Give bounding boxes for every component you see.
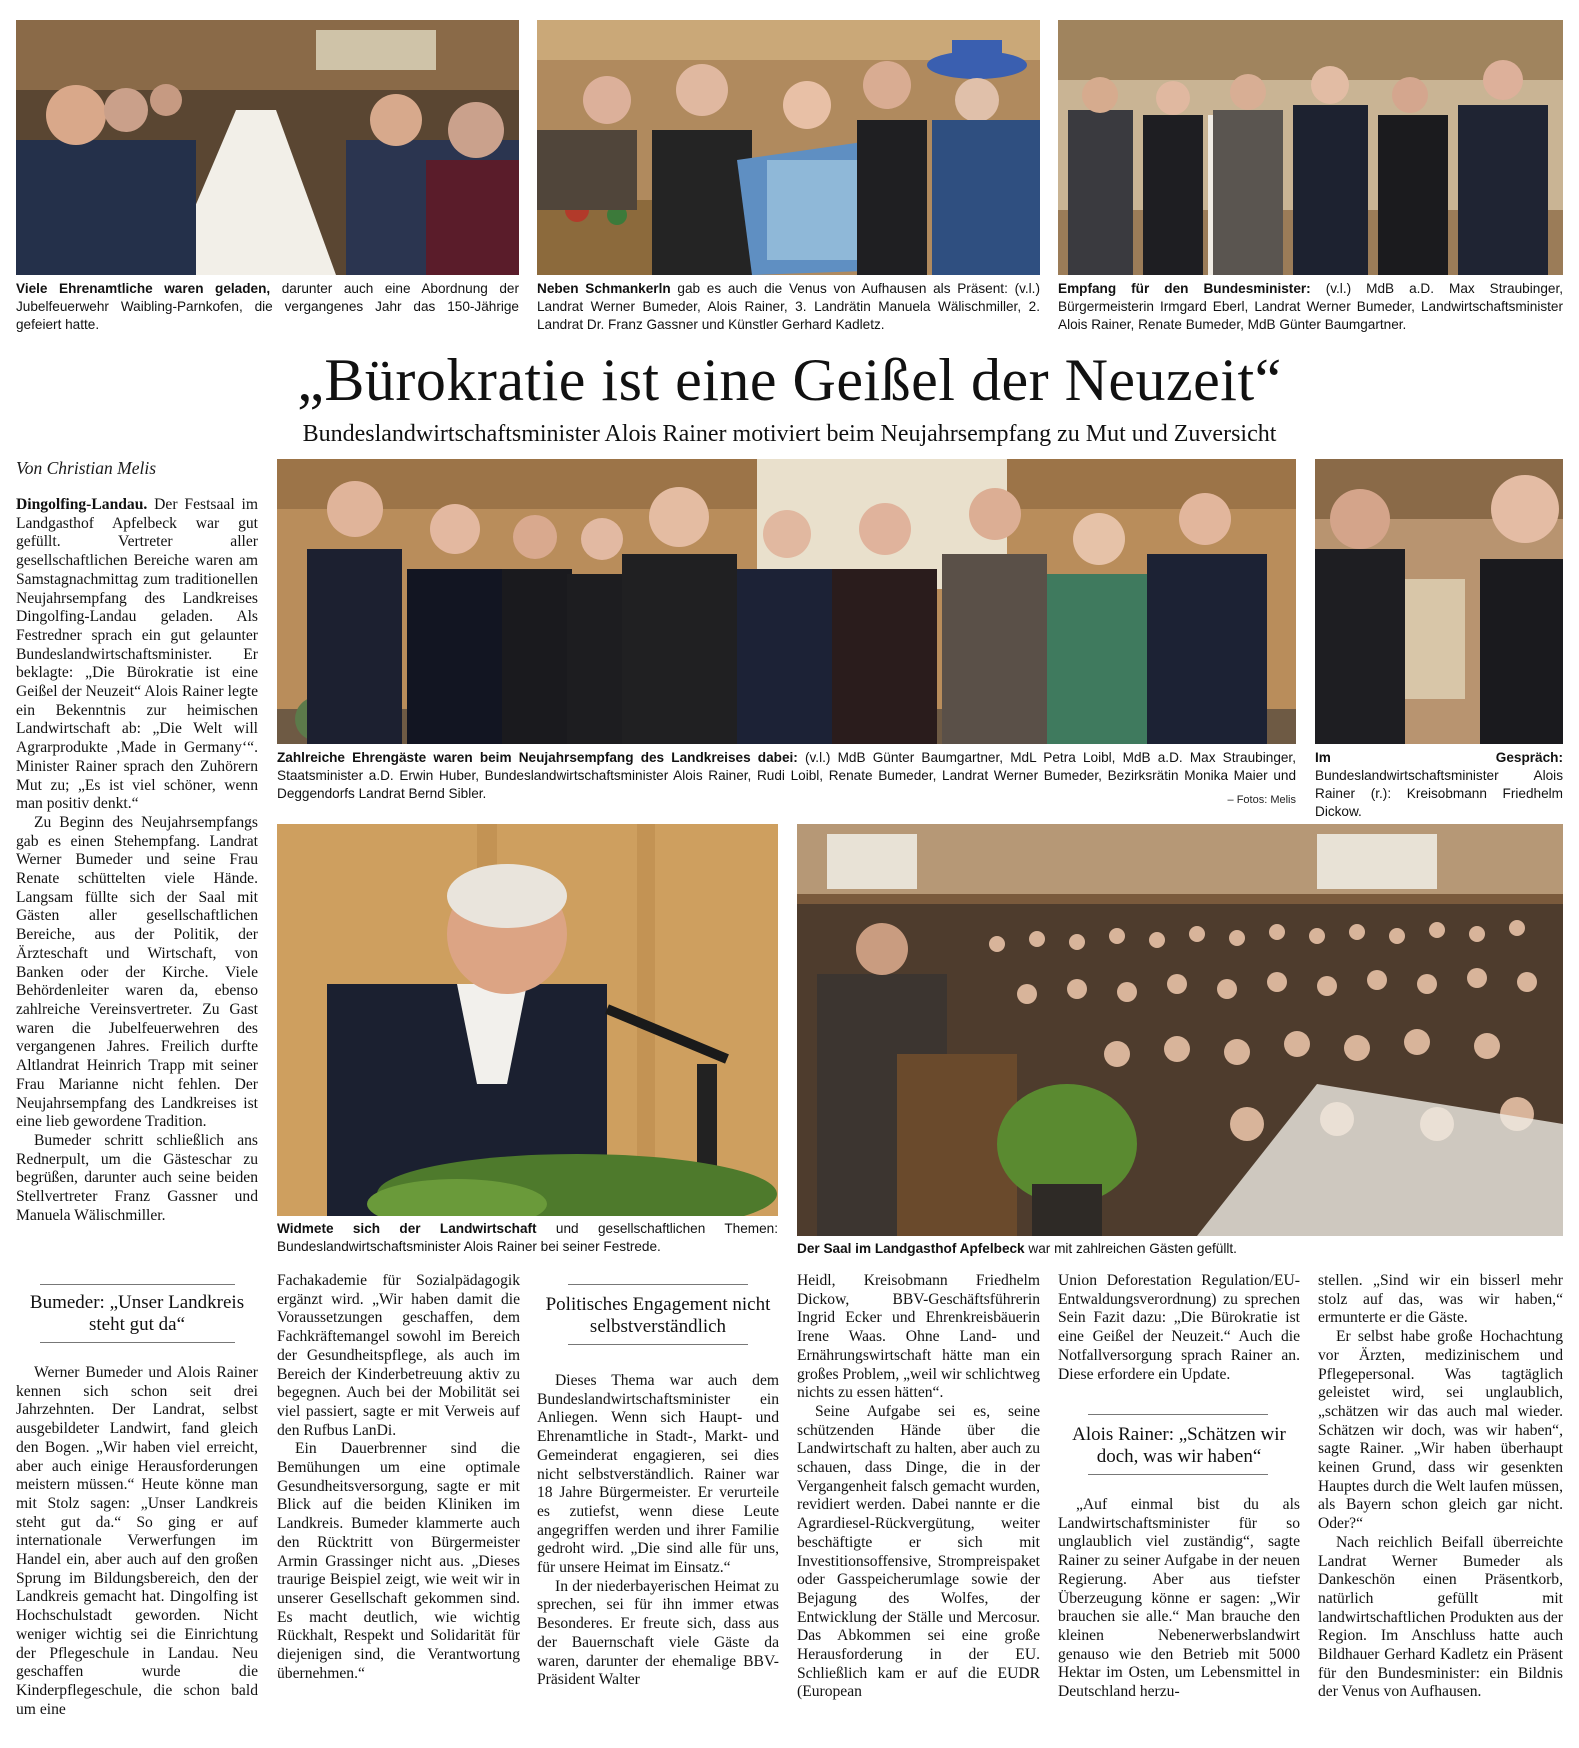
headline: „Bürokratie ist eine Geißel der Neuzeit“	[297, 347, 1282, 413]
caption-text: darunter auch eine Abordnung der Jubelfeuerwehr Waibling-Parnkofen, die vergangenes Jahr das 150-Jährige gefeiert hatte.	[16, 281, 519, 332]
caption-honored-guests	[277, 749, 1296, 803]
article-column-3	[537, 1372, 779, 1690]
article-paragraph: Nach reichlich Beifall überreichte Landrat Werner Bumeder als Dankeschön einen Präsentkorb, natürlich gefüllt mit landwirtschaftlichen Produkten aus der Region. Im Anschluss hatte auch Bildhauer Gerhard Kadletz ein Präsent für den Bundesminister: ein Bildnis der Venus von Aufhausen.	[1318, 1533, 1563, 1701]
photo-venus-gift	[537, 20, 1040, 275]
photo-reception-group	[1058, 20, 1563, 275]
article-column-4	[797, 1272, 1040, 1702]
subhead-rule	[1088, 1414, 1268, 1415]
photo-conversation	[1315, 459, 1563, 744]
caption-text: und gesellschaftlichen Themen: Bundeslandwirtschaftsminister Alois Rainer bei seiner Festrede.	[277, 1221, 779, 1254]
article-paragraph: Ein Dauerbrenner sind die Bemühungen um eine optimale Gesundheitsversorgung, sagte er mit Blick auf die beiden Kliniken im Landkreis. Bumeder klammerte auch den Rücktritt von Bürgermeister Armin Grassinger nicht aus. „Dieses traurige Beispiel zeigt, wie weit wir in unserer Gesellschaft gekommen sind. Es macht deutlich, wie wichtig Rückhalt, Respekt und Solidarität für diejenigen sind, die Verantwortung übernehmen.“	[277, 1440, 520, 1682]
caption-text: gab es auch die Venus von Aufhausen als Präsent: (v.l.) Landrat Werner Bumeder, Alois Rainer, 3. Landrätin Manuela Wälischmiller, 2. Landrat Dr. Franz Gassner und Künstler Gerhard Kadletz.	[537, 281, 1040, 332]
article-paragraph: Bumeder schritt schließlich ans Rednerpult, um die Gästeschar zu begrüßen, darunter auch seine beiden Stellvertreter Franz Gassner und Manuela Wälischmiller.	[16, 1131, 258, 1224]
article-paragraph: Seine Aufgabe sei es, seine schützenden Hände über die Landwirtschaft zu halten, aber auch zu schauen, dass Dinge, die in der Vergangenheit falsch gemacht wurden, revidiert werden. Dabei nannte er die Agrardiesel-Rückvergütung, weiter beschäftigte er sich mit Investitionsoffensive, Strompreispaket oder Gasspeicherumlage sowie der Bejagung des Wolfes, der Entwicklung der Ställe und Mercosur. Das Abkommen sei eine große Herausforderung in der EU. Schließlich kam er auf die EUDR (European	[797, 1402, 1040, 1701]
caption-bold: Widmete sich der Landwirtschaft	[277, 1221, 537, 1236]
article-paragraph: Er selbst habe große Hochachtung vor Ärzten, medizinischem und Pflegepersonal. Was tagtäglich geleistet wird, sei unglaublich, „schätzen wir das auch mal wieder. Schätzen wir doch, was wir haben“, sagte Rainer. „Wir haben überhaupt keinen Grund, dass wir gesenkten Hauptes durch die Welt laufen müssen, als Bayern schon gleich gar nicht. Oder?“	[1318, 1328, 1563, 1533]
article-paragraph: „Auf einmal bist du als Landwirtschaftsminister für so unglaublich viel zuständig“, sagte Rainer zu seiner Aufgabe in der neuen Regierung. Aber aus tiefster Überzeugung könne er sagen: „Wir brauchen sie alle.“ Man brauche den kleinen Nebenerwerbslandwirt genauso wie den Betrieb mit 5000 Hektar im Osten, um Lebensmittel in Deutschland herzu-	[1058, 1496, 1300, 1701]
dateline: Dingolfing-Landau.	[16, 496, 148, 513]
subhead-rule	[40, 1284, 235, 1285]
article-paragraph: Union Deforestation Regulation/EU-Entwaldungsverordnung) zu sprechen Sein Fazit dazu: „Die Bürokratie ist eine Geißel der Neuzeit.“ Auch die Notfallversorgung sprach Rainer an. Diese erfordere ein Update.	[1058, 1272, 1300, 1383]
caption-bold: Viele Ehrenamtliche waren geladen,	[16, 281, 271, 296]
caption-text: (v.l.) MdB a.D. Max Straubinger, Bürgermeisterin Irmgard Eberl, Landrat Werner Bumeder, Landwirtschaftsminister Alois Rainer, Renate Bumeder, MdB Günter Baumgartner.	[1058, 281, 1563, 332]
article-paragraph: Werner Bumeder und Alois Rainer kennen sich schon seit drei Jahrzehnten. Der Landrat, selbst ausgebildeter Landwirt, fand gleich den Bogen. „Wir haben viel erreicht, aber auch einige Herausforderungen meistern müssen.“ Heute könne man mit Stolz sagen: „Unser Landkreis steht gut da.“ So ging er auf internationale Verwerfungen im Handel ein, aber auch auf den großen Sprung im Bildungsbereich, den der Landkreis gemacht hat. Dingolfing ist Hochschulstadt geworden. Nicht weniger wichtig sei die Einrichtung der Pflegeschule in Landau. Neu geschaffen wurde die Kinderpflegeschule, die schon bald um eine	[16, 1364, 258, 1718]
caption-venus-gift	[537, 280, 1040, 334]
caption-text: (v.l.) MdB Günter Baumgartner, MdL Petra Loibl, MdB a.D. Max Straubinger, Staatsminister a.D. Erwin Huber, Bundeslandwirtschaftsminister Alois Rainer, Rudi Loibl, Renate Bumeder, Landrat Werner Bumeder, Bezirksrätin Monika Maier und Deggendorfs Landrat Bernd Sibler.	[277, 750, 1296, 801]
byline: Von Christian Melis	[16, 458, 157, 478]
article-lead-paragraph	[16, 496, 258, 814]
subhead-rule	[40, 1342, 235, 1343]
article-column-1b	[16, 1364, 258, 1719]
caption-bold: Neben Schmankerln	[537, 281, 671, 296]
article-paragraph: In der niederbayerischen Heimat zu sprechen, sei für ihn immer etwas Besonderes. Er freute sich, dass aus der Bauernschaft viele Gäste da waren, darunter der ehemalige BBV-Präsident Walter	[537, 1577, 779, 1689]
subheading-engagement: Politisches Engagement nicht selbstverständlich	[545, 1294, 771, 1337]
article-paragraph: stellen. „Sind wir ein bisserl mehr stolz auf das, was wir haben,“ ermunterte er die Gäste.	[1318, 1272, 1563, 1327]
paragraph-text: Der Festsaal im Landgasthof Apfelbeck war gut gefüllt. Vertreter aller gesellschaftlichen Bereiche waren am Samstagnachmittag zum traditionellen Neujahrsempfang des Landkreises Dingolfing-Landau geladen. Als Festredner sprach ein gut gelaunter Bundeslandwirtschaftsminister. Er beklagte: „Die Bürokratie ist eine Geißel der Neuzeit“ Alois Rainer legte ein Bekenntnis zur heimischen Landwirtschaft ab: „Die Welt will Agrarprodukte ‚Made in Germany‘“. Minister Rainer sprach den Zuhörern Mut zu; „Es ist viel schöner, wenn man positiv denkt.“	[16, 496, 258, 813]
caption-bold: Zahlreiche Ehrengäste waren beim Neujahrsempfang des Landkreises dabei:	[277, 750, 798, 765]
caption-text: war mit zahlreichen Gästen gefüllt.	[1024, 1241, 1237, 1256]
article-paragraph: Heidl, Kreisobmann Friedhelm Dickow, BBV-Geschäftsführerin Ingrid Ecker und Ehrenkreisbäuerin Irene Waas. Ohne Land- und Ernährungswirtschaft hätte man ein großes Problem, „weil wir schlichtweg nichts zu essen hätten“.	[797, 1272, 1040, 1402]
article-column-1	[16, 496, 258, 1225]
subheadline: Bundeslandwirtschaftsminister Alois Rainer motiviert beim Neujahrsempfang zu Mut und Zuversicht	[302, 421, 1277, 447]
caption-speaker	[277, 1220, 778, 1256]
caption-bold: Empfang für den Bundesminister:	[1058, 281, 1311, 296]
article-column-5b	[1058, 1496, 1300, 1702]
caption-reception	[1058, 280, 1563, 334]
subhead-rule	[1088, 1474, 1268, 1475]
article-paragraph: Fachakademie für Sozialpädagogik ergänzt wird. „Wir haben damit die Voraussetzungen geschaffen, dem Fachkräftemangel sowohl im Bereich der Gesundheitspflege, als auch im Bereich der Kinderbetreuung aktiv zu begegnen. Auch bei der Mobilität sei viel passiert, sagte er mit Verweis auf den Rufbus LanDi.	[277, 1272, 520, 1439]
photo-speaker	[277, 824, 778, 1216]
article-paragraph: Zu Beginn des Neujahrsempfangs gab es einen Stehempfang. Landrat Werner Bumeder und seine Frau Renate schüttelten viele Hände. Langsam füllte sich der Saal mit Gästen aller gesellschaftlichen Bereiche, aus der Politik, der Ärzteschaft und Wirtschaft, von Banken oder der Kirche. Viele Behördenleiter waren da, ebenso zahlreiche Vereinsvertreter. Zu Gast waren die Jubelfeuerwehren des vergangenen Jahres. Freilich durfte Altlandrat Heinrich Trapp mit seiner Frau Marianne nicht fehlen. Der Neujahrsempfang des Landkreises ist eine lieb gewordene Tradition.	[16, 813, 258, 1131]
caption-volunteers	[16, 280, 519, 334]
article-paragraph: Dieses Thema war auch dem Bundeslandwirtschaftsminister ein Anliegen. Wenn sich Haupt- und Ehrenamtliche in Stadt-, Markt- und Gemeinderat engagieren, sei dies nicht selbstverständlich. Rainer war 18 Jahre Bürgermeister. Er verurteile es zutiefst, wenn diese Leute angegriffen werden und ihrer Familie gedroht wird. „Die sind alle für uns, für unsere Heimat im Einsatz.“	[537, 1372, 779, 1577]
photo-honored-guests	[277, 459, 1296, 744]
article-column-5	[1058, 1272, 1300, 1384]
caption-hall	[797, 1240, 1563, 1258]
article-column-6	[1318, 1272, 1563, 1702]
caption-bold: Im Gespräch:	[1315, 750, 1563, 765]
subhead-rule	[568, 1284, 748, 1285]
photo-volunteers-table	[16, 20, 519, 275]
photo-hall	[797, 824, 1563, 1236]
photo-credit: – Fotos: Melis	[1227, 794, 1296, 806]
caption-conversation	[1315, 749, 1563, 821]
subhead-rule	[568, 1344, 748, 1345]
subheading-landkreis: Bumeder: „Unser Landkreis steht gut da“	[29, 1292, 245, 1335]
caption-bold: Der Saal im Landgasthof Apfelbeck	[797, 1241, 1025, 1256]
subheading-schaetzen: Alois Rainer: „Schätzen wir doch, was wir haben“	[1072, 1424, 1286, 1467]
article-column-2	[277, 1272, 520, 1683]
caption-text: Bundeslandwirtschaftsminister Alois Rainer (r.): Kreisobmann Friedhelm Dickow.	[1315, 768, 1563, 819]
